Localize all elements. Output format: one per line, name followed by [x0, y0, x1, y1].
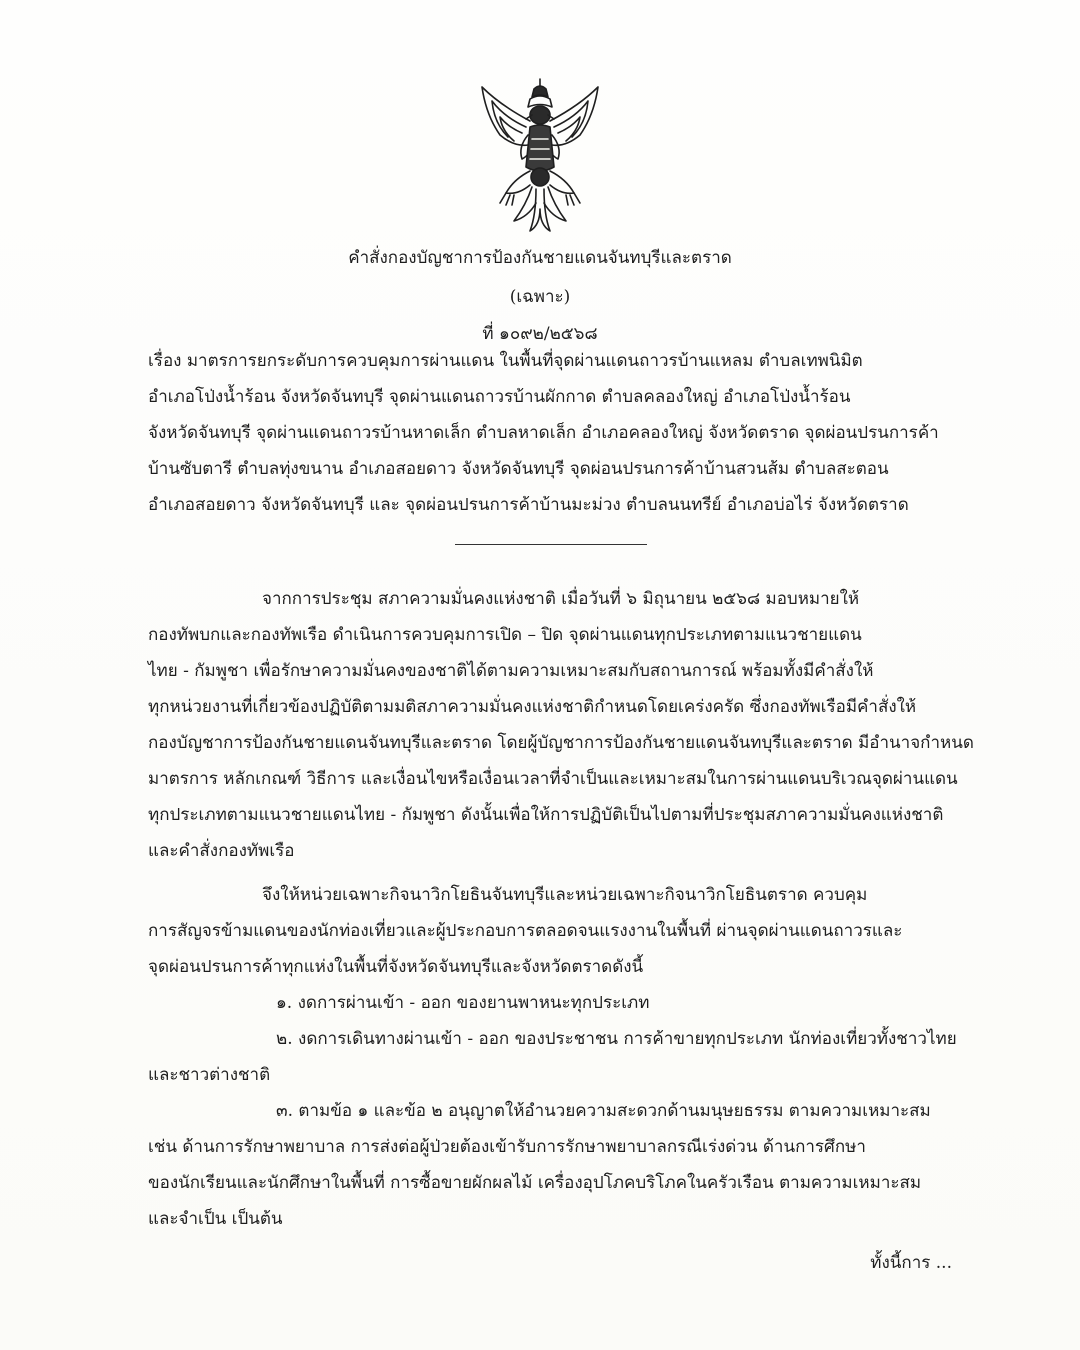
paragraph-1-line-8: และคำสั่งกองทัพเรือ [148, 841, 295, 861]
paragraph-1-line-3: ไทย - กัมพูชา เพื่อรักษาความมั่นคงของชาติได้ตามความเหมาะสมกับสถานการณ์ พร้อมทั้งมีคำสั่งให้ [148, 661, 874, 681]
paragraph-1-line-2: กองทัพบกและกองทัพเรือ ดำเนินการควบคุมการเปิด – ปิด จุดผ่านแดนทุกประเภทตามแนวชายแดน [148, 625, 862, 645]
paragraph-1-line-1: จากการประชุม สภาความมั่นคงแห่งชาติ เมื่อวันที่ ๖ มิถุนายน ๒๕๖๘ มอบหมายให้ [262, 589, 860, 609]
subject-line-3: จังหวัดจันทบุรี จุดผ่านแดนถาวรบ้านหาดเล็ก ตำบลหาดเล็ก อำเภอคลองใหญ่ จังหวัดตราด จุดผ่อนปรนการค้า [148, 423, 939, 443]
garuda-emblem-icon [470, 75, 610, 237]
item-3-line-3: ของนักเรียนและนักศึกษาในพื้นที่ การซื้อขายผักผลไม้ เครื่องอุปโภคบริโภคในครัวเรือน ตามความเหมาะสม [148, 1173, 922, 1193]
paragraph-2-line-2: การสัญจรข้ามแดนของนักท่องเที่ยวและผู้ประกอบการตลอดจนแรงงานในพื้นที่ ผ่านจุดผ่านแดนถาวรและ [148, 921, 903, 941]
paragraph-1-line-6: มาตรการ หลักเกณฑ์ วิธีการ และเงื่อนไขหรือเงื่อนเวลาที่จำเป็นและเหมาะสมในการผ่านแดนบริเวณจุดผ่านแดน [148, 769, 958, 789]
paragraph-2-line-1: จึงให้หน่วยเฉพาะกิจนาวิกโยธินจันทบุรีและหน่วยเฉพาะกิจนาวิกโยธินตราด ควบคุม [262, 885, 868, 905]
item-3-line-2: เช่น ด้านการรักษาพยาบาล การส่งต่อผู้ป่วยต้องเข้ารับการรักษาพยาบาลกรณีเร่งด่วน ด้านการศึกษา [148, 1137, 866, 1157]
subject-line-2: อำเภอโป่งน้ำร้อน จังหวัดจันทบุรี จุดผ่านแดนถาวรบ้านผักกาด ตำบลคลองใหญ่ อำเภอโป่งน้ำร้อน [148, 387, 851, 407]
order-title: คำสั่งกองบัญชาการป้องกันชายแดนจันทบุรีและตราด [348, 248, 732, 268]
paragraph-1-line-4: ทุกหน่วยงานที่เกี่ยวข้องปฏิบัติตามมติสภาความมั่นคงแห่งชาติกำหนดโดยเคร่งครัด ซึ่งกองทัพเรือมีคำสั่งให้ [148, 697, 917, 717]
item-2-line-2: และชาวต่างชาติ [148, 1065, 271, 1085]
order-classification: (เฉพาะ) [509, 287, 571, 307]
order-number: ที่ ๑๐๙๒/๒๕๖๘ [482, 324, 598, 344]
subject-line-4: บ้านซับตารี ตำบลทุ่งขนาน อำเภอสอยดาว จังหวัดจันทบุรี จุดผ่อนปรนการค้าบ้านสวนส้ม ตำบลสะตอน [148, 459, 889, 479]
subject-divider [455, 544, 647, 545]
subject-line-1: เรื่อง มาตรการยกระดับการควบคุมการผ่านแดน ในพื้นที่จุดผ่านแดนถาวรบ้านแหลม ตำบลเทพนิมิต [148, 351, 863, 371]
item-3-line-4: และจำเป็น เป็นต้น [148, 1209, 283, 1229]
item-3-line-1: ๓. ตามข้อ ๑ และข้อ ๒ อนุญาตให้อำนวยความสะดวกด้านมนุษยธรรม ตามความเหมาะสม [276, 1101, 931, 1121]
item-2-line-1: ๒. งดการเดินทางผ่านเข้า - ออก ของประชาชน การค้าขายทุกประเภท นักท่องเที่ยวทั้งชาวไทย [276, 1029, 957, 1049]
paragraph-2-line-3: จุดผ่อนปรนการค้าทุกแห่งในพื้นที่จังหวัดจันทบุรีและจังหวัดตราดดังนี้ [148, 957, 644, 977]
paragraph-1-line-5: กองบัญชาการป้องกันชายแดนจันทบุรีและตราด โดยผู้บัญชาการป้องกันชายแดนจันทบุรีและตราด มีอำนาจกำหนด [148, 733, 974, 753]
paragraph-1-line-7: ทุกประเภทตามแนวชายแดนไทย - กัมพูชา ดังนั้นเพื่อให้การปฏิบัติเป็นไปตามที่ประชุมสภาความมั่นคงแห่งชาติ [148, 805, 944, 825]
continuation-marker: ทั้งนี้การ ... [870, 1253, 952, 1273]
subject-line-5: อำเภอสอยดาว จังหวัดจันทบุรี และ จุดผ่อนปรนการค้าบ้านมะม่วง ตำบลนนทรีย์ อำเภอบ่อไร่ จังหวัดตราด [148, 495, 909, 515]
item-1: ๑. งดการผ่านเข้า - ออก ของยานพาหนะทุกประเภท [276, 993, 650, 1013]
